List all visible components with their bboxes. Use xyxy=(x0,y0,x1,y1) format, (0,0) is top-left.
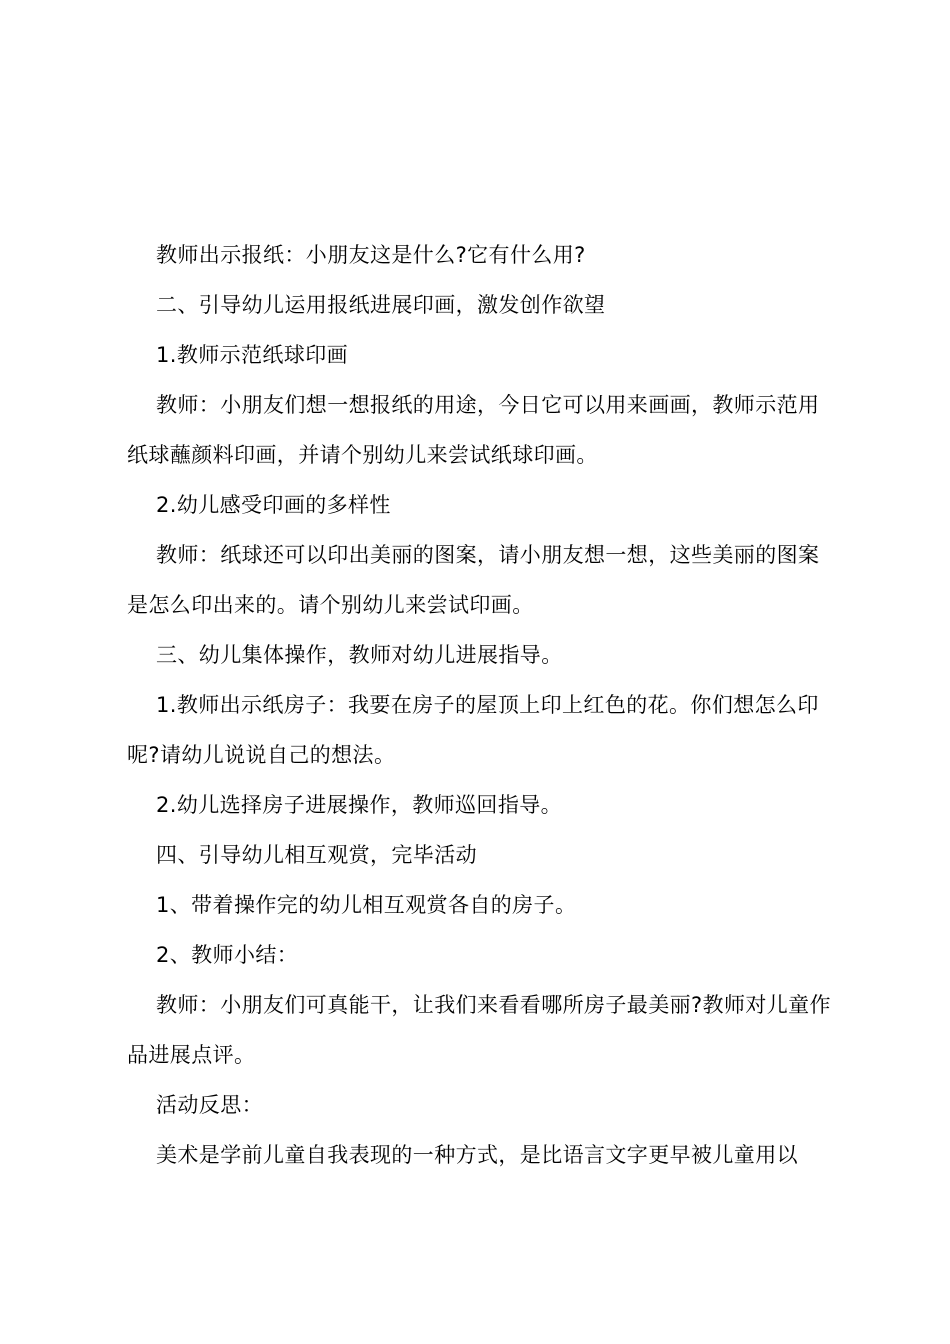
subheading-print-variety: 2.幼儿感受印画的多样性 xyxy=(156,493,391,517)
paragraph-paper-ball-patterns: 教师：纸球还可以印出美丽的图案，请小朋友想一想，这些美丽的图案是怎么印出来的。请个别幼儿来尝试印画。 xyxy=(127,543,820,617)
heading-section-three: 三、幼儿集体操作，教师对幼儿进展指导。 xyxy=(156,643,563,667)
paragraph-children-operate: 2.幼儿选择房子进展操作，教师巡回指导。 xyxy=(156,793,563,817)
list-item-teacher-summary: 2、教师小结： xyxy=(156,943,299,967)
paragraph-teacher-demo: 教师：小朋友们想一想报纸的用途，今日它可以用来画画，教师示范用纸球蘸颜料印画，并请个别幼儿来尝试纸球印画。 xyxy=(127,393,820,467)
subheading-demo-paper-ball: 1.教师示范纸球印画 xyxy=(156,343,349,367)
paragraph-paper-house: 1.教师出示纸房子：我要在房子的屋顶上印上红色的花。你们想怎么印呢?请幼儿说说自己的想法。 xyxy=(127,693,819,767)
heading-section-two: 二、引导幼儿运用报纸进展印画，激发创作欲望 xyxy=(156,293,606,317)
paragraph-teacher-shows-newspaper: 教师出示报纸：小朋友这是什么?它有什么用? xyxy=(156,243,586,267)
document-body xyxy=(127,230,833,1180)
paragraph-art-expression: 美术是学前儿童自我表现的一种方式，是比语言文字更早被儿童用以 xyxy=(156,1143,798,1167)
heading-section-four: 四、引导幼儿相互观赏，完毕活动 xyxy=(156,843,477,867)
list-item-appreciate-houses: 1、带着操作完的幼儿相互观赏各自的房子。 xyxy=(156,893,577,917)
paragraph-teacher-comment: 教师：小朋友们可真能干，让我们来看看哪所房子最美丽?教师对儿童作品进展点评。 xyxy=(127,993,831,1067)
heading-activity-reflection: 活动反思： xyxy=(156,1093,263,1117)
